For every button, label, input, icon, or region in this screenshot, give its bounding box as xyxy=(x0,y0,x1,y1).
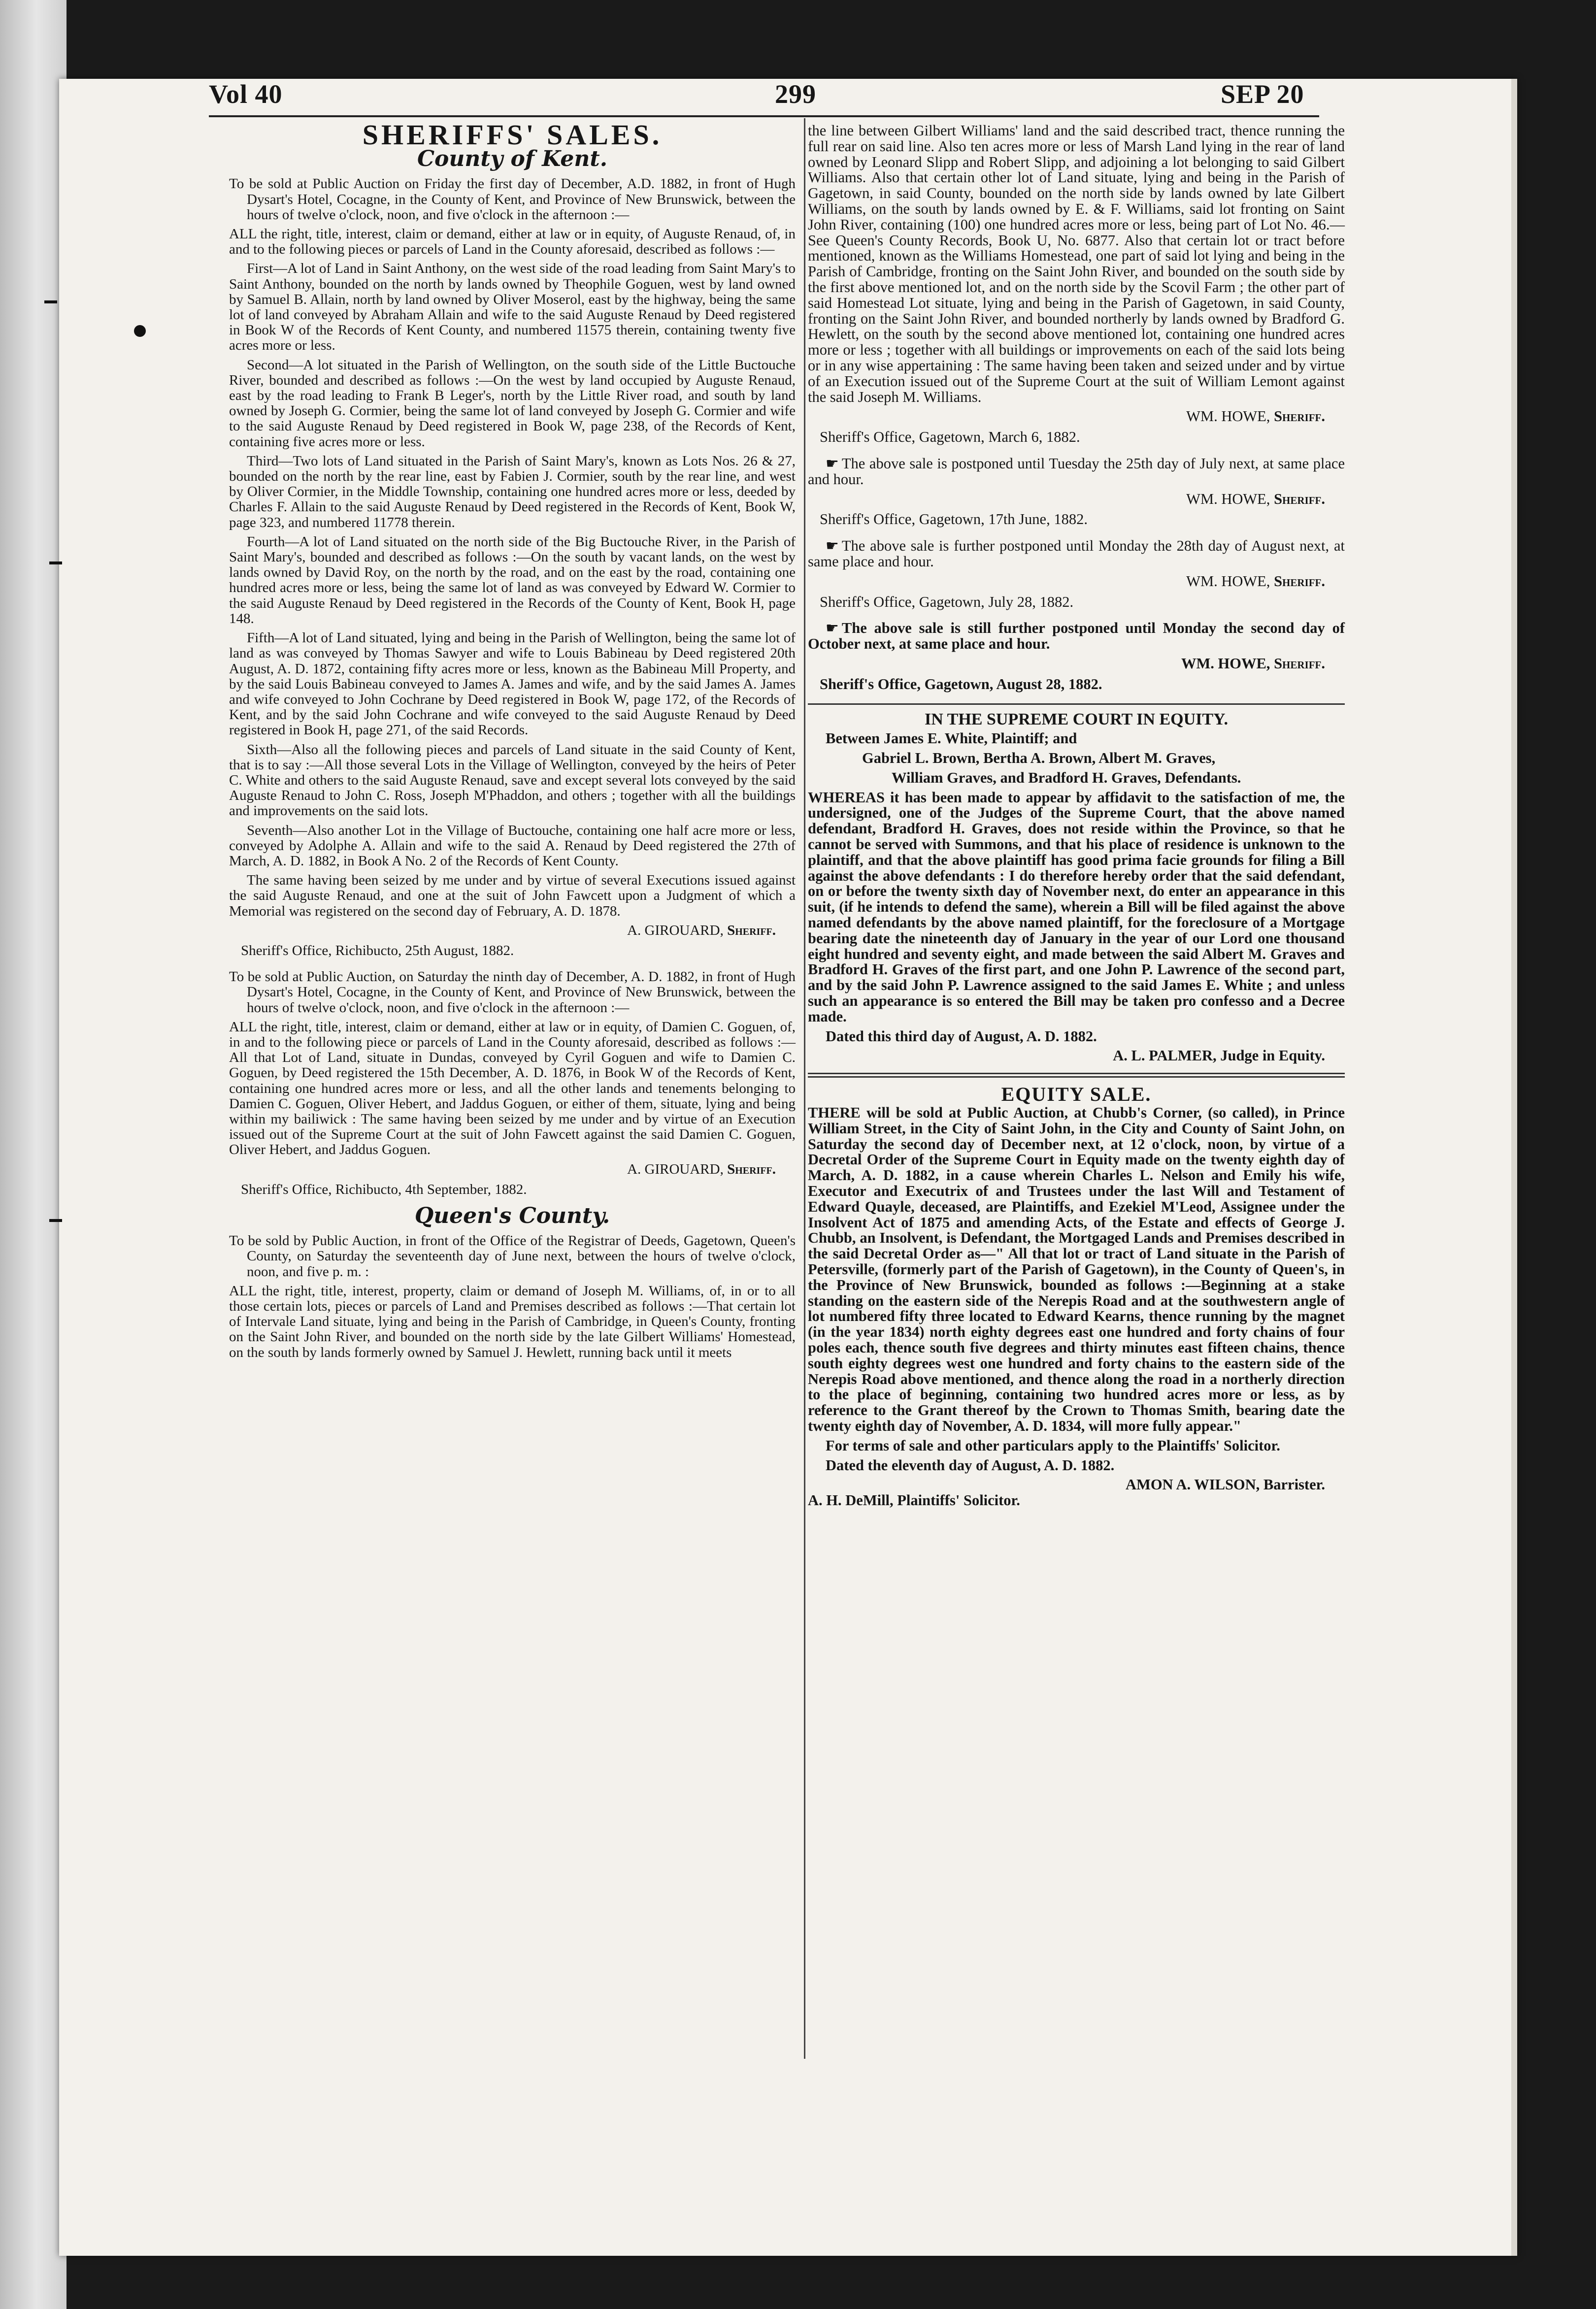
notice-paragraph: First—A lot of Land in Saint Anthony, on the west side of the road leading from Saint Mary's to Saint Anthony, bounded on the north by lands owned by Theophile Goguen, west by land owned by Samuel B. Allain, north by land owned by Oliver Moserol, east by the highway, being the same lot of land conveyed by Abraham Allain and wife to the said Auguste Renaud by Deed registered in Book W of the Records of Kent County, and numbered 11575 therein, containing twenty five acres more or less. xyxy=(229,261,796,354)
barrister-signature: AMON A. WILSON, Barrister. xyxy=(1126,1476,1325,1493)
issue-date: SEP 20 xyxy=(1221,79,1304,109)
volume-label: Vol 40 xyxy=(209,79,283,109)
double-rule xyxy=(808,1073,1345,1078)
office-dateline: Sheriff's Office, Richibucto, 25th August, 1882. xyxy=(241,942,514,958)
sheriff-name: WM. HOWE, xyxy=(1186,572,1270,590)
margin-mark xyxy=(49,1219,62,1222)
sheriff-signature xyxy=(808,492,1345,507)
pointing-hand-icon: ☛ xyxy=(826,537,839,555)
column-rule xyxy=(804,118,805,2059)
notice-paragraph: ALL the right, title, interest, claim or demand, either at law or in equity, of Damien C. Goguen, of, in and to the following piece or parcels of Land in the County aforesaid, described as follows :—All that Lot of Land, situate in Dundas, conveyed by Cyril Goguen and wife to Damien C. Goguen, by Deed registered the 15th December, A. D. 1876, in Book W of the Records of Kent, containing one hundred acres more or less, and all the other lands and tenements belonging to Damien C. Goguen, Oliver Hebert, and Jaddus Goguen, or either of them, situate, lying and being within my bailiwick : The same having been seized by me under and by virtue of an Execution issued out of the Supreme Court at the suit of John Fawcett against the said Damien C. Goguen, Oliver Hebert, and Jaddus Goguen. xyxy=(229,1019,796,1158)
sheriff-signature xyxy=(229,1162,796,1177)
court-parties: William Graves, and Bradford H. Graves, Defendants. xyxy=(892,769,1241,786)
notice-paragraph: Seventh—Also another Lot in the Village of Buctouche, containing one half acre more or less, conveyed by Adolphe A. Allain and wife to the said A. Renaud by Deed registered the 27th of March, A. D. 1882, in Book A No. 2 of the Records of Kent County. xyxy=(229,822,796,869)
office-dateline: Sheriff's Office, Gagetown, July 28, 1882. xyxy=(820,593,1074,610)
notice-paragraph: Third—Two lots of Land situated in the Parish of Saint Mary's, known as Lots Nos. 26 & 27, bounded on the north by the rear line, east by Fabien J. Cormier, south by the rear line, and west by Oliver Cormier, in the Middle Township, containing one hundred acres more or less, deeded by Charles F. Allain to the said Auguste Renaud by Deed registered in the Records of Kent, Book W, page 323, and numbered 11778 therein. xyxy=(229,453,796,530)
margin-mark xyxy=(44,300,57,303)
postponement-text: The above sale is further postponed until Monday the 28th day of August next, at same place and hour. xyxy=(808,537,1345,570)
notice-paragraph: ALL the right, title, interest, claim or demand, either at law or in equity, of Auguste Renaud, of, in and to the following pieces or parcels of Land in the County aforesaid, described as follows :— xyxy=(229,226,796,258)
postponement-notice xyxy=(808,621,1345,652)
sheriff-title: Sheriff. xyxy=(1274,408,1325,425)
court-dated: Dated this third day of August, A. D. 1882. xyxy=(826,1027,1097,1045)
county-heading: Queen's County. xyxy=(414,1203,610,1228)
court-parties: Gabriel L. Brown, Bertha A. Brown, Albert M. Graves, xyxy=(862,750,1216,767)
section-rule xyxy=(808,703,1345,705)
postponement-notice xyxy=(808,538,1345,570)
sheriff-title: Sheriff. xyxy=(1274,655,1325,672)
sheriff-name: WM. HOWE, xyxy=(1186,408,1270,425)
page-number: 299 xyxy=(775,79,816,109)
office-dateline: Sheriff's Office, Gagetown, 17th June, 1882. xyxy=(820,511,1088,528)
notice-paragraph: Second—A lot situated in the Parish of Wellington, on the south side of the Little Buctouche River, bounded and described as follows :—On the west by land occupied by Auguste Renaud, east by the road leading to Frank B Leger's, north by the Little River road, and south by land owned by Joseph G. Cormier, being the same lot of land conveyed by Joseph G. Cormier and wife to the said Auguste Renaud by Deed registered in Book W, page 238, of the Records of Kent, containing five acres more or less. xyxy=(229,357,796,450)
sheriff-signature xyxy=(808,574,1345,590)
sheriff-signature xyxy=(808,409,1345,425)
pointing-hand-icon: ☛ xyxy=(826,620,839,637)
notice-paragraph: Fourth—A lot of Land situated on the north side of the Big Buctouche River, in the Parish of Saint Mary's, bounded and described as follows :—On the south by vacant lands, on the west by lands owned by David Roy, on the north by the road, and on the east by the road, containing one hundred acres more or less, being the same lot of land as was conveyed by Edward W. Cormier to the said Auguste Renaud by Deed registered in the Records of the County of Kent, Book H, page 148. xyxy=(229,533,796,627)
postponement-text: The above sale is postponed until Tuesday the 25th day of July next, at same place and hour. xyxy=(808,455,1345,488)
notice-paragraph: the line between Gilbert Williams' land and the said described tract, thence running the full rear on said line. Also ten acres more or less of Marsh Land lying in the rear of land owned by Leonard Slipp and Robert Slipp, and adjoining a lot belonging to said Gilbert Williams. Also that certain other lot of Land situate, lying and being in the Parish of Gagetown, in said County, bounded on the north side by lands owned by late Gilbert Williams, on the south by lands owned by E. & F. Williams, said lot fronting on Saint John River, containing (100) one hundred acres more or less, being part of Lot No. 46.—See Queen's County Records, Book U, No. 6877. Also that certain lot or tract before mentioned, known as the Williams Homestead, one part of said lot lying and being in the Parish of Cambridge, fronting on the Saint John River, and bounded on the south side by the first above mentioned lot, and on the north side by the Scovil Farm ; the other part of said Homestead Lot situate, lying and being in the Parish of Gagetown, in said County, fronting on the Saint John River, and bounded northerly by lands owned by Bradford G. Hewlett, on the south by the second above mentioned lot, containing one hundred acres more or less ; together with all buildings or improvements on each of the said lots being or in any wise appertaining : The same having been taken and seized under and by virtue of an Execution issued out of the Supreme Court at the suit of William Lemont against the said Joseph M. Williams. xyxy=(808,122,1345,405)
notice-intro: To be sold at Public Auction on Friday the first day of December, A.D. 1882, in front of Hugh Dysart's Hotel, Cocagne, in the County of Kent, and Province of New Brunswick, between the hours of twelve o'clock, noon, and five o'clock in the afternoon :— xyxy=(229,176,796,223)
equity-dated: Dated the eleventh day of August, A. D. 1882. xyxy=(826,1456,1115,1474)
sheriff-signature xyxy=(808,656,1345,672)
notice-paragraph: The same having been seized by me under and by virtue of several Executions issued against the said Auguste Renaud, and one at the suit of John Fawcett upon a Judgment of which a Memorial was registered on the second day of February, A. D. 1878. xyxy=(229,872,796,919)
right-column xyxy=(808,123,1345,1513)
sheriff-title: Sheriff. xyxy=(727,922,776,938)
sheriff-name: WM. HOWE, xyxy=(1186,490,1270,507)
postponement-notice xyxy=(808,456,1345,488)
pointing-hand-icon: ☛ xyxy=(826,455,839,472)
office-dateline: Sheriff's Office, Gagetown, March 6, 1882. xyxy=(820,429,1080,446)
page-edge xyxy=(1511,79,1517,2256)
margin-mark xyxy=(49,561,62,564)
sheriff-name: WM. HOWE, xyxy=(1181,655,1270,672)
court-parties: Between James E. White, Plaintiff; and xyxy=(826,730,1077,747)
office-dateline: Sheriff's Office, Richibucto, 4th September, 1882. xyxy=(241,1181,527,1197)
court-order: WHEREAS it has been made to appear by affidavit to the satisfaction of me, the undersigned, one of the Judges of the Supreme Court, that the above named defendant, Bradford H. Graves, does not reside within the Province, so that he cannot be served with Summons, and that his place of residence is unknown to the plaintiff, and that the above plaintiff has good prima facie grounds for filing a Bill against the above defendants : I do therefore hereby order that the said defendant, on or before the twenty sixth day of November next, do enter an appearance in this suit, (if he intends to defend the same), wherein a Bill will be filed against the above named defendants by the above named plaintiff, for the foreclosure of a Mortgage bearing date the nineteenth day of January in the year of our Lord one thousand eight hundred and seventy eight, and made between the said Albert M. Graves and Bradford H. Graves of the first part, and one John P. Lawrence of the second part, and by the said John P. Lawrence assigned to the said James E. White ; and unless such an appearance is so entered the Bill may be taken pro confesso and a Decree made. xyxy=(808,789,1345,1025)
book-binding xyxy=(0,0,66,2309)
solicitor-line: A. H. DeMill, Plaintiffs' Solicitor. xyxy=(808,1492,1020,1509)
equity-terms: For terms of sale and other particulars apply to the Plaintiffs' Solicitor. xyxy=(826,1437,1280,1454)
office-dateline: Sheriff's Office, Gagetown, August 28, 1882. xyxy=(820,675,1102,693)
sheriff-title: Sheriff. xyxy=(727,1161,776,1177)
sheriff-name: A. GIROUARD, xyxy=(627,922,724,938)
margin-dot xyxy=(134,325,146,337)
court-title: IN THE SUPREME COURT IN EQUITY. xyxy=(925,710,1228,728)
sheriff-title: Sheriff. xyxy=(1274,490,1325,507)
equity-title: EQUITY SALE. xyxy=(1001,1083,1152,1106)
header-rule xyxy=(209,115,1319,117)
notice-paragraph: Fifth—A lot of Land situated, lying and being in the Parish of Wellington, being the same lot of land as was conveyed by Thomas Sawyer and wife to Louis Babineau by Deed registered 20th August, A. D. 1872, containing fifty acres more or less, known as the Babineau Mill Property, and by the said Louis Babineau conveyed to James A. James and wife, and by the said James A. James and wife conveyed to John Cochrane by Deed registered in Book W, page 172, of the Records of Kent, and by the said John Cochrane and wife conveyed to the said Auguste Renaud by Deed registered in Book H, page 271, of the said Records. xyxy=(229,630,796,738)
left-column xyxy=(229,119,796,1364)
notice-intro: To be sold by Public Auction, in front of the Office of the Registrar of Deeds, Gagetown, Queen's County, on Saturday the seventeenth day of June next, between the hours of twelve o'clock, noon, and five p. m. : xyxy=(229,1233,796,1280)
sheriff-signature xyxy=(229,923,796,938)
postponement-text: The above sale is still further postponed until Monday the second day of October next, at same place and hour. xyxy=(808,620,1345,653)
county-heading: County of Kent. xyxy=(417,146,608,172)
sheriff-name: A. GIROUARD, xyxy=(627,1161,724,1177)
sheriff-title: Sheriff. xyxy=(1274,572,1325,590)
section-title: SHERIFFS' SALES. xyxy=(362,119,663,151)
judge-signature: A. L. PALMER, Judge in Equity. xyxy=(1113,1047,1325,1064)
equity-notice: THERE will be sold at Public Auction, at Chubb's Corner, (so called), in Prince William Street, in the City of Saint John, in the City and County of Saint John, on Saturday the second day of December next, at 12 o'clock, noon, by virtue of a Decretal Order of the Supreme Court in Equity made on the twenty eighth day of March, A. D. 1882, in a cause wherein Charles L. Nelson and Emily his wife, Executor and Executrix of and Trustees under the last Will and Testament of Edward Quayle, deceased, are Plaintiffs, and Ezekiel M'Leod, Assignee under the Insolvent Act of 1875 and amending Acts, of the Estate and effects of George J. Chubb, an Insolvent, is Defendant, the Mortgaged Lands and Premises described in the said Decretal Order as—" All that lot or tract of Land situate in the Parish of Petersville, (formerly part of the Parish of Gagetown), in the County of Queen's, in the Province of New Brunswick, bounded as follows :—Beginning at a stake standing on the eastern side of the Nerepis Road and at the southwestern angle of lot numbered fifty three located to Edward Kearns, thence running by the magnet (in the year 1834) north eighty degrees east one hundred and forty chains of four poles each, thence south five degrees and thirty minutes east fifteen chains, thence south eighty degrees west one hundred and forty chains to the eastern side of the Nerepis Road above mentioned, and thence along the road in a northerly direction to the place of beginning, containing two hundred acres more or less, as by reference to the Grant thereof by the Crown to Thomas Smith, bearing date the twenty eighth day of November, A. D. 1834, will more fully appear." xyxy=(808,1104,1345,1434)
notice-paragraph: Sixth—Also all the following pieces and parcels of Land situate in the said County of Kent, that is to say :—All those several Lots in the Village of Wellington, conveyed by the heirs of Peter C. White and others to the said Auguste Renaud, save and except several lots conveyed by the said Auguste Renaud to John C. Ross, Joseph M'Phaddon, and others ; together with all the buildings and improvements on the said lots. xyxy=(229,741,796,819)
notice-intro: To be sold at Public Auction, on Saturday the ninth day of December, A. D. 1882, in front of Hugh Dysart's Hotel, Cocagne, in the County of Kent, and Province of New Brunswick, between the hours of twelve o'clock, noon, and five o'clock in the afternoon :— xyxy=(229,969,796,1016)
notice-paragraph: ALL the right, title, interest, property, claim or demand of Joseph M. Williams, of, in or to all those certain lots, pieces or parcels of Land and Premises described as follows :—That certain lot of Intervale Land situate, lying and being in the Parish of Cambridge, in Queen's County, fronting on the Saint John River, and bounded on the north side by the late Gilbert Williams' Homestead, on the south by lands formerly owned by Samuel J. Hewlett, running back until it meets xyxy=(229,1283,796,1360)
